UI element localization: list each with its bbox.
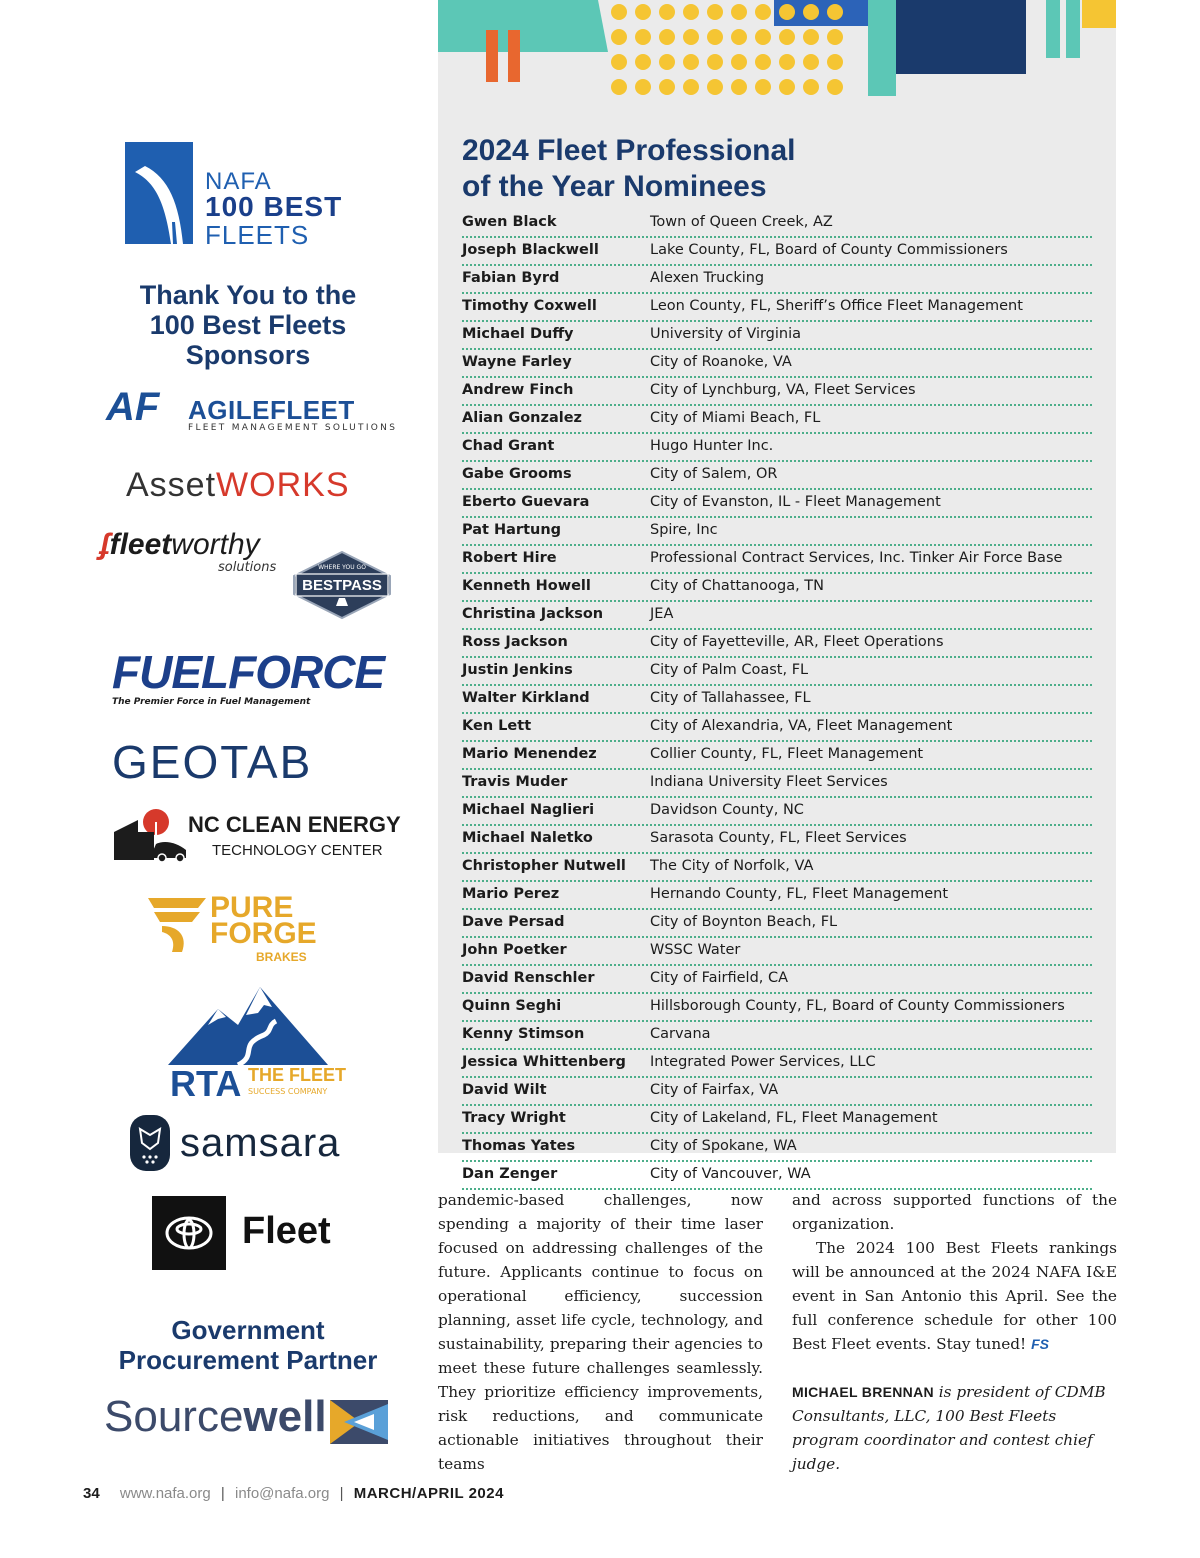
owl-icon [130, 1115, 170, 1171]
page-footer [83, 1485, 504, 1502]
nominee-name: Robert Hire [462, 550, 557, 566]
page-number: 34 [83, 1485, 100, 1502]
geotab-logo: GEOTAB [112, 736, 313, 788]
panel-title [462, 133, 796, 205]
nominee-organization: Integrated Power Services, LLC [650, 1054, 876, 1070]
nominee-row [462, 910, 1092, 938]
nominee-name: Joseph Blackwell [462, 242, 599, 258]
nominee-row [462, 1022, 1092, 1050]
agilefleet-tagline: FLEET MANAGEMENT SOLUTIONS [188, 423, 398, 433]
nominee-name: Michael Naletko [462, 830, 593, 846]
nominee-organization: Hugo Hunter Inc. [650, 438, 774, 454]
fuelforce-name: FUELFORCE [112, 646, 385, 698]
nominee-organization: City of Vancouver, WA [650, 1166, 811, 1182]
assetworks-part: W [216, 466, 250, 504]
nominee-row [462, 266, 1092, 294]
rta-line1: THE FLEET [248, 1065, 346, 1085]
nominee-name: Tracy Wright [462, 1110, 566, 1126]
assetworks-part: Asset [126, 466, 217, 504]
end-mark-icon: FS [1031, 1336, 1049, 1352]
email-link[interactable]: info@nafa.org [235, 1485, 330, 1502]
panel-title-line2: of the Year Nominees [462, 170, 767, 203]
nominee-organization: Indiana University Fleet Services [650, 774, 888, 790]
nominee-organization: Carvana [650, 1026, 711, 1042]
nominee-name: David Renschler [462, 970, 595, 986]
nominee-name: Mario Perez [462, 886, 560, 902]
bestpass-name: BESTPASS [302, 577, 382, 594]
rta-mark: RTA [170, 1063, 242, 1104]
wing-icon [148, 896, 208, 952]
nominee-organization: Leon County, FL, Sheriff’s Office Fleet Management [650, 298, 1023, 314]
sponsors-heading-line: Sponsors [185, 340, 311, 370]
nominee-row [462, 602, 1092, 630]
fleetworthy-light: worthy [171, 528, 260, 561]
nominee-row [462, 518, 1092, 546]
nominee-organization: Hillsborough County, FL, Board of County Commissioners [650, 998, 1065, 1014]
nominee-row [462, 882, 1092, 910]
nominee-name: Gabe Grooms [462, 466, 572, 482]
nominee-row [462, 322, 1092, 350]
nominee-organization: Town of Queen Creek, AZ [650, 214, 833, 230]
sourcewell-light: Source [104, 1392, 244, 1441]
nominee-name: Ross Jackson [462, 634, 568, 650]
footer-separator: | [220, 1485, 225, 1502]
nominee-organization: City of Boynton Beach, FL [650, 914, 838, 930]
nominee-row [462, 994, 1092, 1022]
samsara-name: samsara [180, 1121, 341, 1165]
nominee-name: Travis Muder [462, 774, 568, 790]
nominee-row [462, 1106, 1092, 1134]
nominee-row [462, 546, 1092, 574]
nominee-name: Pat Hartung [462, 522, 562, 538]
nominee-row [462, 294, 1092, 322]
website-link[interactable]: www.nafa.org [119, 1485, 211, 1502]
nominee-row [462, 1162, 1092, 1190]
sponsors-heading [90, 280, 406, 370]
nominee-row [462, 462, 1092, 490]
nominee-organization: City of Salem, OR [650, 466, 778, 482]
fuelforce-tagline: The Premier Force in Fuel Management [112, 697, 311, 707]
article-column-1 [438, 1188, 763, 1476]
building-turbine-icon [112, 810, 188, 862]
nominee-row [462, 770, 1092, 798]
pure-forge-line3: BRAKES [256, 950, 307, 964]
nominee-name: Dan Zenger [462, 1166, 558, 1182]
nominee-name: Eberto Guevara [462, 494, 590, 510]
nominee-row [462, 966, 1092, 994]
nominee-name: Walter Kirkland [462, 690, 590, 706]
nominee-organization: Sarasota County, FL, Fleet Services [650, 830, 907, 846]
nominee-name: Christina Jackson [462, 606, 604, 622]
nominee-organization: Davidson County, NC [650, 802, 804, 818]
nominee-organization: City of Fayetteville, AR, Fleet Operations [650, 634, 944, 650]
nominee-name: Christopher Nutwell [462, 858, 626, 874]
nominee-name: Mario Menendez [462, 746, 597, 762]
nominee-row [462, 434, 1092, 462]
nafa-logo-line1: NAFA [205, 168, 272, 195]
nafa-100-best-fleets-logo [125, 142, 385, 252]
nominee-organization: City of Spokane, WA [650, 1138, 797, 1154]
nominee-organization: City of Alexandria, VA, Fleet Management [650, 718, 953, 734]
nominee-row [462, 1134, 1092, 1162]
fleetworthy-sub: solutions [218, 560, 277, 575]
mountain-icon [168, 985, 328, 1065]
nominee-organization: City of Roanoke, VA [650, 354, 792, 370]
assetworks-logo [126, 466, 446, 505]
nominee-row [462, 630, 1092, 658]
nominee-name: Timothy Coxwell [462, 298, 597, 314]
nominee-name: Chad Grant [462, 438, 555, 454]
nominee-organization: The City of Norfolk, VA [650, 858, 814, 874]
nominee-organization: City of Evanston, IL - Fleet Management [650, 494, 941, 510]
sourcewell-logo [104, 1392, 424, 1442]
gear-icon: O [249, 466, 277, 504]
sponsors-heading-line: Thank You to the [139, 280, 357, 310]
nominee-organization: University of Virginia [650, 326, 802, 342]
nominee-row [462, 1050, 1092, 1078]
nominee-row [462, 686, 1092, 714]
nominee-row [462, 406, 1092, 434]
nominee-organization: City of Fairfax, VA [650, 1082, 779, 1098]
nominee-name: John Poetker [462, 942, 567, 958]
nominee-name: Andrew Finch [462, 382, 574, 398]
nominee-row [462, 238, 1092, 266]
toyota-fleet-name: Fleet [242, 1210, 331, 1252]
agilefleet-name: AGILEFLEET [188, 395, 355, 425]
nafa-logo-line3: FLEETS [205, 220, 310, 250]
nominee-organization: Hernando County, FL, Fleet Management [650, 886, 949, 902]
nominee-name: Gwen Black [462, 214, 557, 230]
nominee-row [462, 490, 1092, 518]
nominee-organization: City of Tallahassee, FL [650, 690, 811, 706]
rta-line2: SUCCESS COMPANY [248, 1087, 328, 1096]
nominee-name: Thomas Yates [462, 1138, 576, 1154]
nafa-logo-line2: 100 BEST [205, 191, 343, 222]
nominee-organization: Alexen Trucking [650, 270, 765, 286]
nominee-organization: Spire, Inc [650, 522, 718, 538]
nominee-name: David Wilt [462, 1082, 547, 1098]
sourcewell-arrow-icon [330, 1400, 388, 1444]
article-paragraph [792, 1236, 1117, 1356]
article-column-2 [792, 1188, 1117, 1476]
nominee-organization: Lake County, FL, Board of County Commissioners [650, 242, 1008, 258]
toyota-emblem-icon [152, 1196, 226, 1270]
nominee-name: Ken Lett [462, 718, 532, 734]
nominee-row [462, 742, 1092, 770]
nominee-row [462, 1078, 1092, 1106]
article-paragraph: and across supported functions of the organization. [792, 1191, 1117, 1233]
sponsors-heading-line: 100 Best Fleets [149, 310, 347, 340]
pure-forge-line1: PURE [210, 891, 294, 924]
procurement-heading-line: Procurement Partner [118, 1345, 378, 1375]
article-paragraph-text: The 2024 100 Best Fleets rankings will be announced at the 2024 NAFA I&E event in San Antonio this April. See the full conference schedule for other 100 Best Fleet events. Stay tuned! [792, 1239, 1117, 1353]
issue-date: MARCH/APRIL 2024 [353, 1485, 504, 1502]
nominee-row [462, 798, 1092, 826]
nominee-name: Wayne Farley [462, 354, 572, 370]
nominee-name: Justin Jenkins [462, 662, 573, 678]
nominee-row [462, 938, 1092, 966]
nominees-panel [438, 0, 1116, 1182]
nominee-name: Michael Duffy [462, 326, 574, 342]
nominee-row [462, 210, 1092, 238]
nominee-organization: Professional Contract Services, Inc. Tinker Air Force Base [650, 550, 1063, 566]
nominee-organization: City of Miami Beach, FL [650, 410, 821, 426]
assetworks-part: RKS [276, 466, 350, 504]
nc-clean-energy-line2: TECHNOLOGY CENTER [212, 842, 383, 859]
nominee-name: Alian Gonzalez [462, 410, 582, 426]
article-paragraph: pandemic-based challenges, now spending a majority of their time laser focused on addressing challenges of the future. Applicants continue to focus on operational efficiency, succession planning, asset life cycle, technology, and sustainability, preparing their agencies to meet these future challenges seamlessly. They prioritize efficiency improvements, risk reductions, and communicate actionable initiatives throughout their teams [438, 1191, 763, 1473]
panel-title-line1: 2024 Fleet Professional [462, 134, 796, 167]
nominee-name: Quinn Seghi [462, 998, 562, 1014]
nominee-organization: WSSC Water [650, 942, 741, 958]
pure-forge-line2: FORGE [210, 917, 317, 950]
nominee-organization: Collier County, FL, Fleet Management [650, 746, 924, 762]
nominee-name: Jessica Whittenberg [462, 1054, 626, 1070]
nominee-name: Dave Persad [462, 914, 565, 930]
nominee-organization: City of Chattanooga, TN [650, 578, 825, 594]
fuelforce-logo [112, 645, 432, 707]
decorative-header-graphic [438, 0, 1116, 110]
nominee-organization: City of Fairfield, CA [650, 970, 789, 986]
nominee-row [462, 854, 1092, 882]
author-bio-text: is president of CDMB Consultants, LLC, 100 Best Fleets program coordinator and contest chief judge. [792, 1383, 1106, 1473]
procurement-heading-line: Government [171, 1315, 325, 1345]
sourcewell-bold: well [243, 1392, 327, 1441]
nominee-row [462, 574, 1092, 602]
nominee-name: Kenneth Howell [462, 578, 591, 594]
fleetworthy-f-icon: ʄ [100, 528, 110, 561]
nominee-list [462, 210, 1092, 1190]
nominee-row [462, 378, 1092, 406]
nominee-organization: JEA [650, 606, 674, 622]
nominee-row [462, 350, 1092, 378]
nominee-organization: City of Palm Coast, FL [650, 662, 809, 678]
nominee-name: Kenny Stimson [462, 1026, 585, 1042]
road-icon [125, 142, 193, 244]
author-name: MICHAEL BRENNAN [792, 1384, 934, 1400]
nominee-organization: City of Lynchburg, VA, Fleet Services [650, 382, 916, 398]
nominee-name: Fabian Byrd [462, 270, 560, 286]
agilefleet-mark: AF [106, 385, 160, 429]
nominee-organization: City of Lakeland, FL, Fleet Management [650, 1110, 938, 1126]
nominee-name: Michael Naglieri [462, 802, 595, 818]
fleetworthy-bold: fleet [109, 528, 172, 561]
bestpass-tagline: WHERE YOU GO [318, 564, 366, 571]
nc-clean-energy-line1: NC CLEAN ENERGY [188, 812, 401, 837]
author-bio [792, 1380, 1117, 1476]
nominee-row [462, 714, 1092, 742]
bestpass-logo [290, 550, 394, 620]
footer-separator: | [339, 1485, 344, 1502]
nominee-row [462, 658, 1092, 686]
procurement-heading [90, 1315, 406, 1375]
nominee-row [462, 826, 1092, 854]
